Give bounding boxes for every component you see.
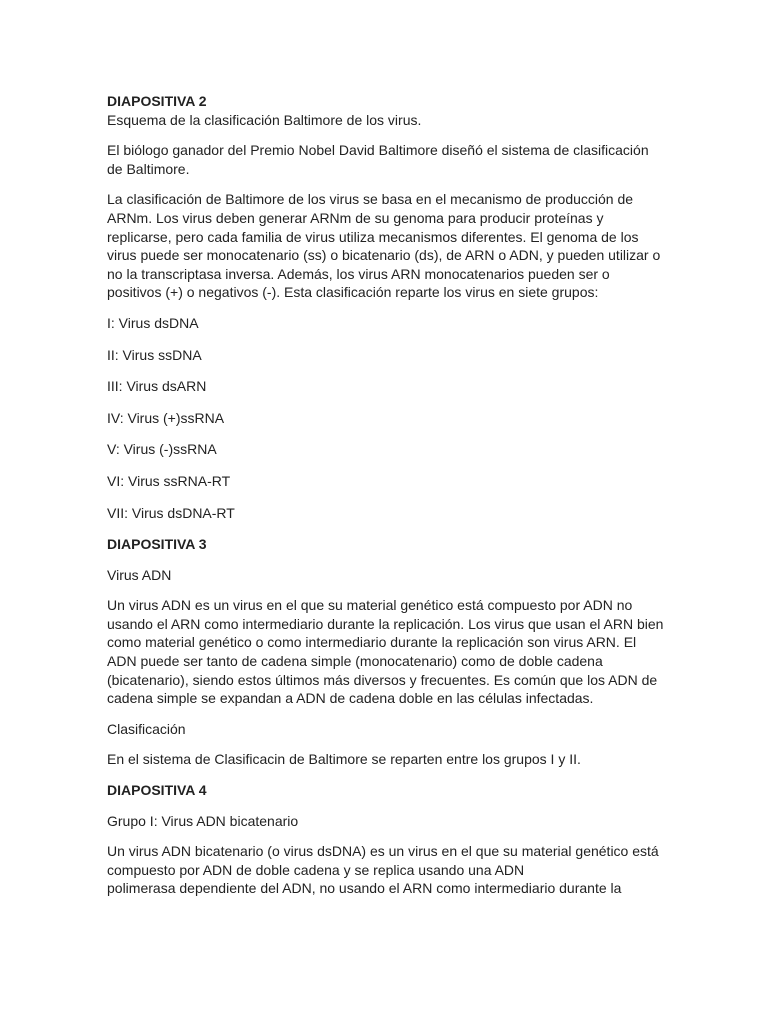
list-item: II: Virus ssDNA xyxy=(107,346,202,363)
slide-2-paragraph-1: El biólogo ganador del Premio Nobel David Baltimore diseñó el sistema de clasificación de Baltimore. xyxy=(107,142,649,177)
slide-3-paragraph-1: Un virus ADN es un virus en el que su material genético está compuesto por ADN no usando el ARN como intermediario durante la replicación. Los virus que usan el ARN bien como material genético o como intermediario durante la replicación son virus ARN. El ADN puede ser tanto de cadena simple (monocatenario) como de doble cadena (bicatenario), siendo estos últimos más diversos y frecuentes. Es común que los ADN de cadena simple se expandan a ADN de cadena doble en las células infectadas. xyxy=(107,597,664,707)
list-item: VII: Virus dsDNA-RT xyxy=(107,504,235,521)
slide-2-subtitle: Esquema de la clasificación Baltimore de los virus. xyxy=(107,111,422,128)
list-item: IV: Virus (+)ssRNA xyxy=(107,409,225,426)
document-page xyxy=(107,92,667,910)
list-item: I: Virus dsDNA xyxy=(107,314,199,331)
slide-3-heading: DIAPOSITIVA 3 xyxy=(107,536,207,553)
slide-4-paragraph-1-line-2: polimerasa dependiente del ADN, no usando el ARN como intermediario durante la xyxy=(107,880,622,897)
slide-3-paragraph-2: En el sistema de Clasificacin de Baltimore se reparten entre los grupos I y II. xyxy=(107,751,581,768)
slide-4-paragraph-1-line-1: Un virus ADN bicatenario (o virus dsDNA) es un virus en el que su material genético está compuesto por ADN de doble cadena y se replica usando una ADN xyxy=(107,843,659,878)
slide-3-subtitle-classification: Clasificación xyxy=(107,720,186,737)
slide-2-paragraph-2: La clasificación de Baltimore de los virus se basa en el mecanismo de producción de ARNm. Los virus deben generar ARNm de su genoma para producir proteínas y replicarse, pero cada familia de virus utiliza mecanismos diferentes. El genoma de los virus puede ser monocatenario (ss) o bicatenario (ds), de ARN o ADN, y pueden utilizar o no la transcriptasa inversa. Además, los virus ARN monocatenarios pueden ser o positivos (+) o negativos (-). Esta clasificación reparte los virus en siete grupos: xyxy=(107,191,661,301)
list-item: V: Virus (-)ssRNA xyxy=(107,441,217,458)
baltimore-groups-list xyxy=(107,314,667,522)
slide-4-subtitle: Grupo I: Virus ADN bicatenario xyxy=(107,812,299,829)
slide-2-heading: DIAPOSITIVA 2 xyxy=(107,93,207,109)
list-item: III: Virus dsARN xyxy=(107,378,207,395)
slide-4-heading: DIAPOSITIVA 4 xyxy=(107,782,207,799)
list-item: VI: Virus ssRNA-RT xyxy=(107,472,231,489)
slide-3-subtitle: Virus ADN xyxy=(107,566,172,583)
slide-4-paragraph-1 xyxy=(107,842,667,898)
